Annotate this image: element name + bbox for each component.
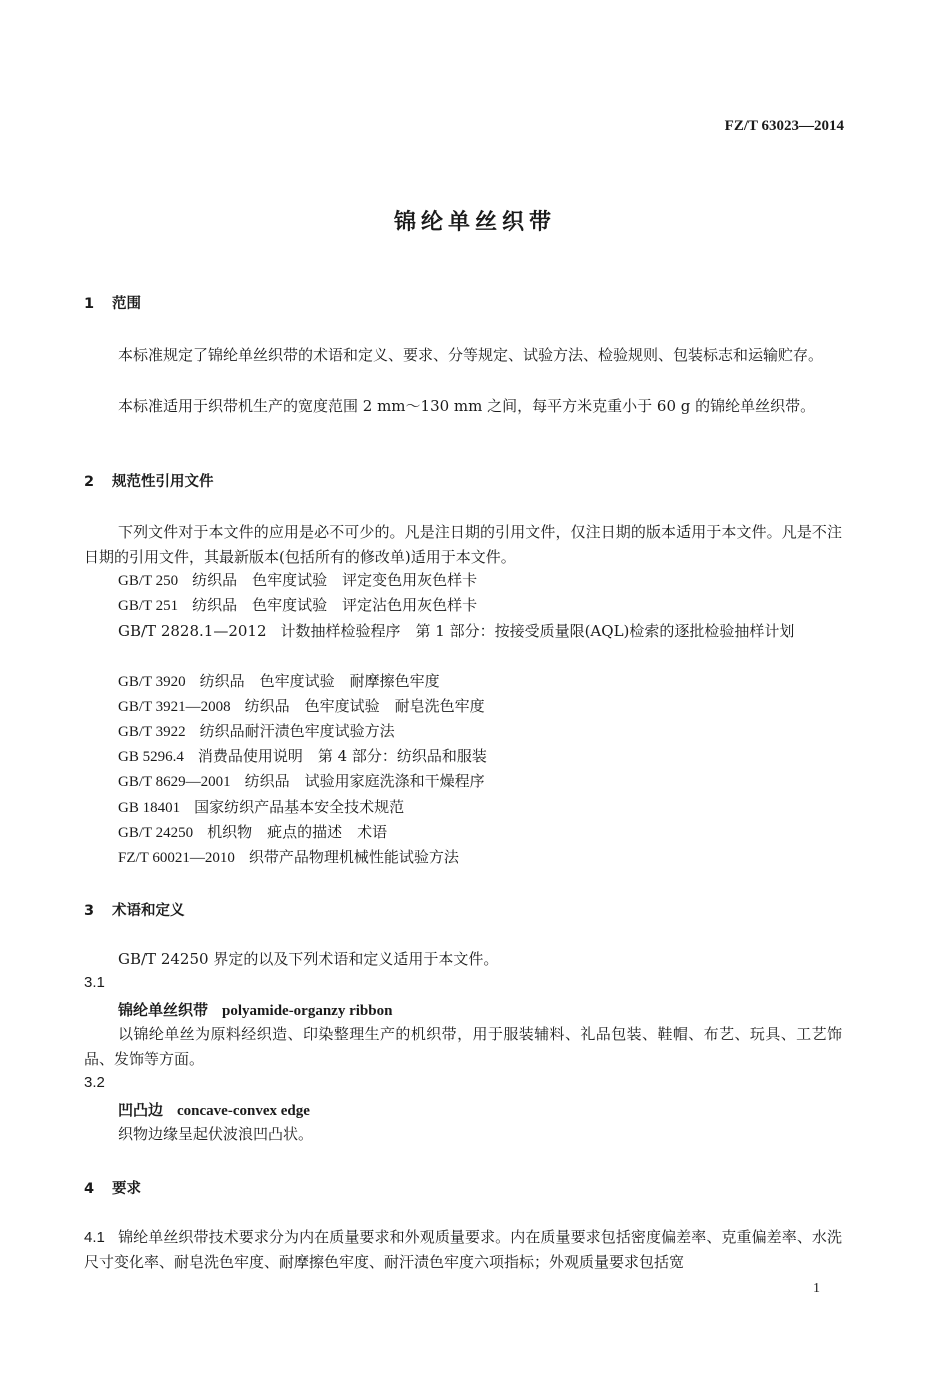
document-title: 锦纶单丝织带 xyxy=(393,210,556,235)
section-1-heading xyxy=(84,292,141,313)
reference-title: 纺织品 色牢度试验 耐皂洗色牢度 xyxy=(244,697,485,715)
section-number: 3 xyxy=(84,903,95,919)
section-number: 1 xyxy=(84,296,95,312)
reference-title: 纺织品耐汗渍色牢度试验方法 xyxy=(199,722,395,740)
reference-title: 纺织品 色牢度试验 评定变色用灰色样卡 xyxy=(192,571,478,589)
standard-code: FZ/T 63023—2014 xyxy=(724,118,844,134)
reference-title: 计数抽样检验程序 第 1 部分：按接受质量限(AQL)检索的逐批检验抽样计划 xyxy=(280,622,795,640)
reference-code: GB/T 3921—2008 xyxy=(118,699,231,715)
terms-intro: GB/T 24250 界定的以及下列术语和定义适用于本文件。 xyxy=(118,950,499,968)
reference-code: FZ/T 60021—2010 xyxy=(118,850,235,866)
references-intro: 下列文件对于本文件的应用是必不可少的。凡是注日期的引用文件，仅注日期的版本适用于本文件。凡是不注日期的引用文件，其最新版本(包括所有的修改单)适用于本文件。 xyxy=(84,523,842,566)
scope-paragraph-2: 本标准适用于织带机生产的宽度范围 2 mm～130 mm 之间，每平方米克重小于 60 g 的锦纶单丝织带。 xyxy=(118,397,816,415)
section-number: 2 xyxy=(84,474,95,490)
reference-item xyxy=(118,568,477,594)
reference-title: 纺织品 色牢度试验 评定沾色用灰色样卡 xyxy=(192,596,478,614)
section-title: 要求 xyxy=(112,1181,141,1197)
section-title: 规范性引用文件 xyxy=(112,474,214,490)
requirements-paragraph xyxy=(84,1225,842,1275)
reference-item xyxy=(118,719,395,745)
reference-title: 消费品使用说明 第 4 部分：纺织品和服装 xyxy=(197,747,487,765)
reference-item xyxy=(118,669,440,695)
scope-paragraph-1: 本标准规定了锦纶单丝织带的术语和定义、要求、分等规定、试验方法、检验规则、包装标志和运输贮存。 xyxy=(118,346,824,364)
term-zh: 凹凸边 xyxy=(118,1101,164,1119)
term-definition: 以锦纶单丝为原料经织造、印染整理生产的机织带，用于服装辅料、礼品包装、鞋帽、布艺、玩具、工艺饰品、发饰等方面。 xyxy=(84,1025,842,1068)
reference-item xyxy=(118,795,404,821)
reference-title: 纺织品 色牢度试验 耐摩擦色牢度 xyxy=(199,672,440,690)
reference-code: GB/T 2828.1—2012 xyxy=(118,622,267,640)
term-heading xyxy=(118,999,392,1020)
clause-number: 4.1 xyxy=(84,1229,105,1246)
reference-item xyxy=(118,769,485,795)
term-en: polyamide-organzy ribbon xyxy=(222,1003,393,1019)
reference-item xyxy=(118,845,459,871)
reference-code: GB/T 24250 xyxy=(118,825,194,841)
term-number: 3.2 xyxy=(84,1074,105,1091)
reference-code: GB 18401 xyxy=(118,800,181,816)
section-title: 术语和定义 xyxy=(112,903,185,919)
section-4-heading xyxy=(84,1177,141,1198)
term-en: concave-convex edge xyxy=(177,1103,310,1119)
term-definition: 织物边缘呈起伏波浪凹凸状。 xyxy=(118,1125,314,1143)
section-2-heading xyxy=(84,470,214,491)
reference-code: GB 5296.4 xyxy=(118,749,184,765)
term-number: 3.1 xyxy=(84,974,105,991)
reference-code: GB/T 251 xyxy=(118,598,179,614)
page-number: 1 xyxy=(813,1281,820,1296)
reference-item xyxy=(118,694,485,720)
reference-code: GB/T 8629—2001 xyxy=(118,774,231,790)
term-heading xyxy=(118,1099,310,1120)
reference-title: 织带产品物理机械性能试验方法 xyxy=(248,848,459,866)
section-3-heading xyxy=(84,899,185,920)
section-number: 4 xyxy=(84,1181,95,1197)
reference-item xyxy=(118,820,387,846)
reference-item xyxy=(118,593,477,619)
reference-title: 纺织品 试验用家庭洗涤和干燥程序 xyxy=(244,772,485,790)
reference-item xyxy=(118,744,487,770)
reference-code: GB/T 3922 xyxy=(118,724,186,740)
reference-code: GB/T 250 xyxy=(118,573,179,589)
reference-item xyxy=(84,619,842,644)
reference-code: GB/T 3920 xyxy=(118,674,186,690)
section-title: 范围 xyxy=(112,296,141,312)
clause-text: 锦纶单丝织带技术要求分为内在质量要求和外观质量要求。内在质量要求包括密度偏差率、克重偏差率、水洗尺寸变化率、耐皂洗色牢度、耐摩擦色牢度、耐汗渍色牢度六项指标；外观质量要求包括宽 xyxy=(84,1228,842,1271)
term-zh: 锦纶单丝织带 xyxy=(118,1001,209,1019)
reference-title: 机织物 疵点的描述 术语 xyxy=(207,823,388,841)
reference-title: 国家纺织产品基本安全技术规范 xyxy=(194,798,405,816)
